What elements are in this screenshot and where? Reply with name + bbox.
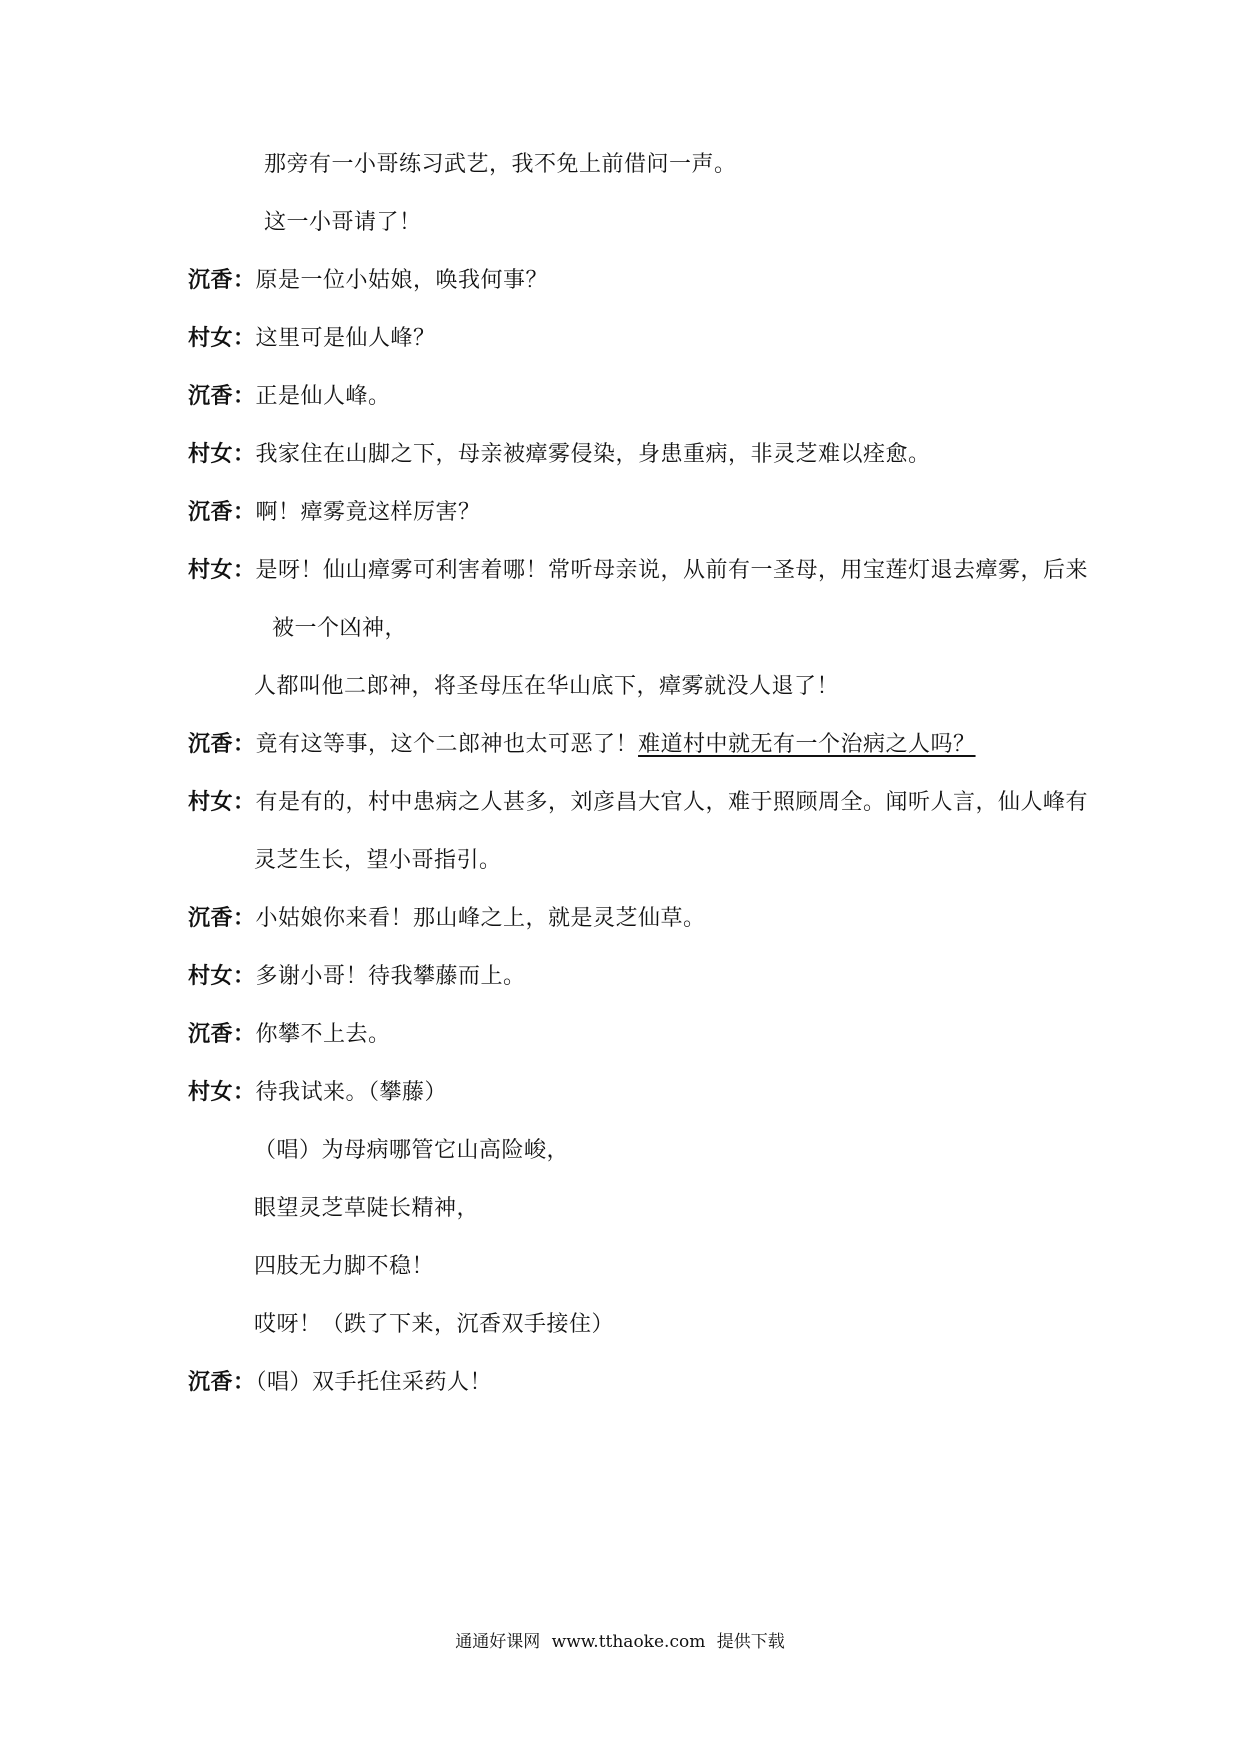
script-line [254,1136,569,1166]
script-line [254,846,502,876]
underlined-text: 难道村中就无有一个治病之人吗？ [638,732,976,757]
script-line [188,1078,447,1108]
script-line [254,1252,434,1282]
script-line [188,556,1088,586]
line-text: 啊！瘴雾竟这样厉害？ [255,500,481,525]
line-text: 灵芝生长，望小哥指引。 [254,848,502,873]
script-line [254,672,839,702]
script-line [254,1310,614,1340]
line-text: 这里可是仙人峰？ [255,326,436,351]
script-line [188,962,526,992]
speaker-label: 沉香： [188,268,256,293]
line-text: 哎呀！（跌了下来，沉香双手接住） [254,1312,615,1337]
speaker-label: 村女： [188,558,256,583]
speaker-label: 沉香： [188,384,256,409]
script-line [188,382,391,412]
script-line [188,1368,492,1398]
script-line [188,904,706,934]
script-line [264,208,422,238]
line-text: （唱）为母病哪管它山高险峻， [254,1138,570,1163]
speaker-label: 沉香： [188,500,256,525]
line-text: 那旁有一小哥练习武艺，我不免上前借问一声。 [264,152,737,177]
script-line [188,730,976,760]
page-footer: 通通好课网 www.tthaoke.com 提供下载 [455,1632,785,1652]
speaker-label: 沉香： [188,1022,256,1047]
line-text: 这一小哥请了！ [264,210,422,235]
line-text: 多谢小哥！待我攀藤而上。 [255,964,526,989]
line-text: （唱）双手托住采药人！ [255,1370,493,1395]
line-text: 你攀不上去。 [255,1022,391,1047]
line-text: 小姑娘你来看！那山峰之上，就是灵芝仙草。 [255,906,706,931]
speaker-label: 沉香： [188,732,256,757]
line-text: 眼望灵芝草陡长精神， [254,1196,480,1221]
line-text: 正是仙人峰。 [255,384,391,409]
script-line [188,498,481,528]
speaker-label: 村女： [188,326,256,351]
script-line [188,788,1088,818]
line-text: 人都叫他二郎神，将圣母压在华山底下，瘴雾就没人退了！ [254,674,840,699]
line-text: 竟有这等事，这个二郎神也太可恶了！ [255,732,639,757]
script-line [264,150,737,180]
speaker-label: 村女： [188,1080,256,1105]
line-text: 被一个凶神， [272,616,408,641]
speaker-label: 村女： [188,442,256,467]
script-line [272,614,407,644]
line-text: 原是一位小姑娘，唤我何事？ [255,268,549,293]
script-line [188,266,548,296]
script-line [188,324,436,354]
script-line [188,440,931,470]
speaker-label: 村女： [188,790,256,815]
line-text: 四肢无力脚不稳！ [254,1254,435,1279]
script-line [254,1194,479,1224]
line-text: 待我试来。（攀藤） [255,1080,448,1105]
line-text: 是呀！仙山瘴雾可利害着哪！常听母亲说，从前有一圣母，用宝莲灯退去瘴雾，后来 [255,558,1089,583]
speaker-label: 村女： [188,964,256,989]
line-text: 我家住在山脚之下，母亲被瘴雾侵染，身患重病，非灵芝难以痊愈。 [255,442,931,467]
speaker-label: 沉香： [188,906,256,931]
line-text: 有是有的，村中患病之人甚多，刘彦昌大官人，难于照顾周全。闻听人言，仙人峰有 [255,790,1089,815]
speaker-label: 沉香： [188,1370,256,1395]
script-line [188,1020,391,1050]
